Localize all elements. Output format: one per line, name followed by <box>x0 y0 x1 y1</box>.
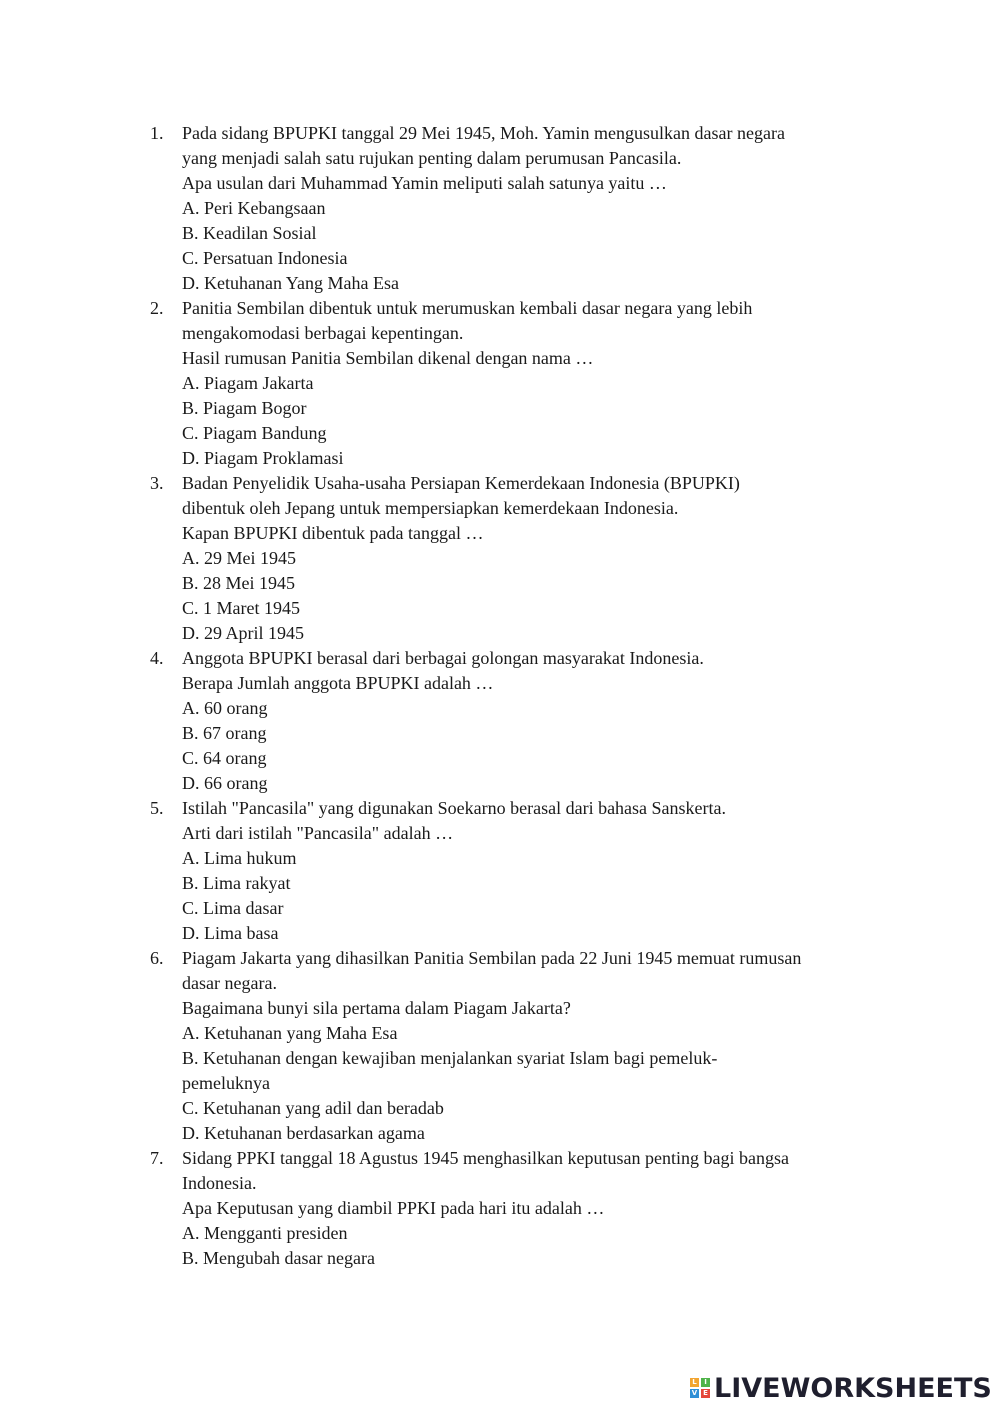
question-number: 1. <box>150 123 164 143</box>
question-prompt: Berapa Jumlah anggota BPUPKI adalah … <box>182 673 494 693</box>
answer-option-c[interactable]: C. Persatuan Indonesia <box>182 248 348 268</box>
answer-option-d[interactable]: D. Piagam Proklamasi <box>182 448 344 468</box>
answer-option-c[interactable]: C. 64 orang <box>182 748 267 768</box>
liveworksheets-logo <box>690 1372 992 1404</box>
answer-option-d[interactable]: D. Lima basa <box>182 923 279 943</box>
question-2 <box>150 296 910 471</box>
answer-option-c[interactable]: C. Piagam Bandung <box>182 423 327 443</box>
question-text-line: Anggota BPUPKI berasal dari berbagai golongan masyarakat Indonesia. <box>182 648 704 668</box>
question-text-line: yang menjadi salah satu rujukan penting dalam perumusan Pancasila. <box>182 148 682 168</box>
answer-option-b[interactable] <box>182 1046 910 1096</box>
question-text-line: Istilah "Pancasila" yang digunakan Soekarno berasal dari bahasa Sanskerta. <box>182 798 727 818</box>
logo-icon-square: E <box>701 1389 710 1398</box>
answer-option-a[interactable]: A. Ketuhanan yang Maha Esa <box>182 1023 398 1043</box>
answer-option-b[interactable]: B. Piagam Bogor <box>182 398 307 418</box>
liveworksheets-logo-icon <box>690 1378 710 1398</box>
question-text-line: dasar negara. <box>182 973 277 993</box>
answer-option-c[interactable]: C. 1 Maret 1945 <box>182 598 300 618</box>
question-text-line: mengakomodasi berbagai kepentingan. <box>182 323 464 343</box>
question-text-line: Piagam Jakarta yang dihasilkan Panitia Sembilan pada 22 Juni 1945 memuat rumusan <box>182 948 802 968</box>
question-number: 5. <box>150 798 164 818</box>
question-prompt: Apa usulan dari Muhammad Yamin meliputi salah satunya yaitu … <box>182 173 667 193</box>
question-3 <box>150 471 910 646</box>
question-prompt: Hasil rumusan Panitia Sembilan dikenal dengan nama … <box>182 348 594 368</box>
answer-option-a[interactable]: A. Lima hukum <box>182 848 297 868</box>
answer-option-b[interactable]: B. 28 Mei 1945 <box>182 573 296 593</box>
question-7 <box>150 1146 910 1271</box>
question-5 <box>150 796 910 946</box>
logo-icon-square: V <box>691 1389 698 1397</box>
answer-option-d[interactable]: D. Ketuhanan Yang Maha Esa <box>182 273 399 293</box>
question-prompt: Kapan BPUPKI dibentuk pada tanggal … <box>182 523 484 543</box>
question-text-line: Pada sidang BPUPKI tanggal 29 Mei 1945, Moh. Yamin mengusulkan dasar negara <box>182 123 785 143</box>
answer-option-d[interactable]: D. Ketuhanan berdasarkan agama <box>182 1123 425 1143</box>
answer-option-c[interactable]: C. Ketuhanan yang adil dan beradab <box>182 1098 444 1118</box>
question-number: 4. <box>150 648 164 668</box>
question-text-line: Panitia Sembilan dibentuk untuk merumuskan kembali dasar negara yang lebih <box>182 298 753 318</box>
answer-option-a[interactable]: A. Peri Kebangsaan <box>182 198 326 218</box>
question-1 <box>150 121 910 296</box>
logo-text: LIVEWORKSHEETS <box>714 1372 992 1404</box>
question-text-line: Indonesia. <box>182 1173 257 1193</box>
answer-option-c[interactable]: C. Lima dasar <box>182 898 284 918</box>
logo-icon-square: L <box>690 1378 699 1387</box>
answer-option-b[interactable]: B. Keadilan Sosial <box>182 223 317 243</box>
question-prompt: Apa Keputusan yang diambil PPKI pada hari itu adalah … <box>182 1198 605 1218</box>
question-prompt: Bagaimana bunyi sila pertama dalam Piagam Jakarta? <box>182 998 571 1018</box>
question-text-line: Sidang PPKI tanggal 18 Agustus 1945 menghasilkan keputusan penting bagi bangsa <box>182 1148 789 1168</box>
question-4 <box>150 646 910 796</box>
question-prompt: Arti dari istilah "Pancasila" adalah … <box>182 823 454 843</box>
question-number: 7. <box>150 1148 164 1168</box>
question-number: 6. <box>150 948 164 968</box>
answer-option-line: B. Ketuhanan dengan kewajiban menjalankan syariat Islam bagi pemeluk- <box>182 1048 718 1068</box>
answer-option-a[interactable]: A. Mengganti presiden <box>182 1223 348 1243</box>
answer-option-b[interactable]: B. 67 orang <box>182 723 267 743</box>
answer-option-a[interactable]: A. 60 orang <box>182 698 268 718</box>
answer-option-d[interactable]: D. 66 orang <box>182 773 268 793</box>
question-text-line: dibentuk oleh Jepang untuk mempersiapkan kemerdekaan Indonesia. <box>182 498 679 518</box>
answer-option-a[interactable]: A. Piagam Jakarta <box>182 373 314 393</box>
question-number: 3. <box>150 473 164 493</box>
answer-option-b[interactable]: B. Mengubah dasar negara <box>182 1248 375 1268</box>
answer-option-d[interactable]: D. 29 April 1945 <box>182 623 305 643</box>
question-list <box>150 121 910 1271</box>
question-text-line: Badan Penyelidik Usaha-usaha Persiapan Kemerdekaan Indonesia (BPUPKI) <box>182 473 740 493</box>
answer-option-line: pemeluknya <box>182 1073 270 1093</box>
answer-option-b[interactable]: B. Lima rakyat <box>182 873 291 893</box>
logo-icon-square: I <box>701 1378 710 1387</box>
question-number: 2. <box>150 298 164 318</box>
question-6 <box>150 946 910 1146</box>
answer-option-a[interactable]: A. 29 Mei 1945 <box>182 548 296 568</box>
